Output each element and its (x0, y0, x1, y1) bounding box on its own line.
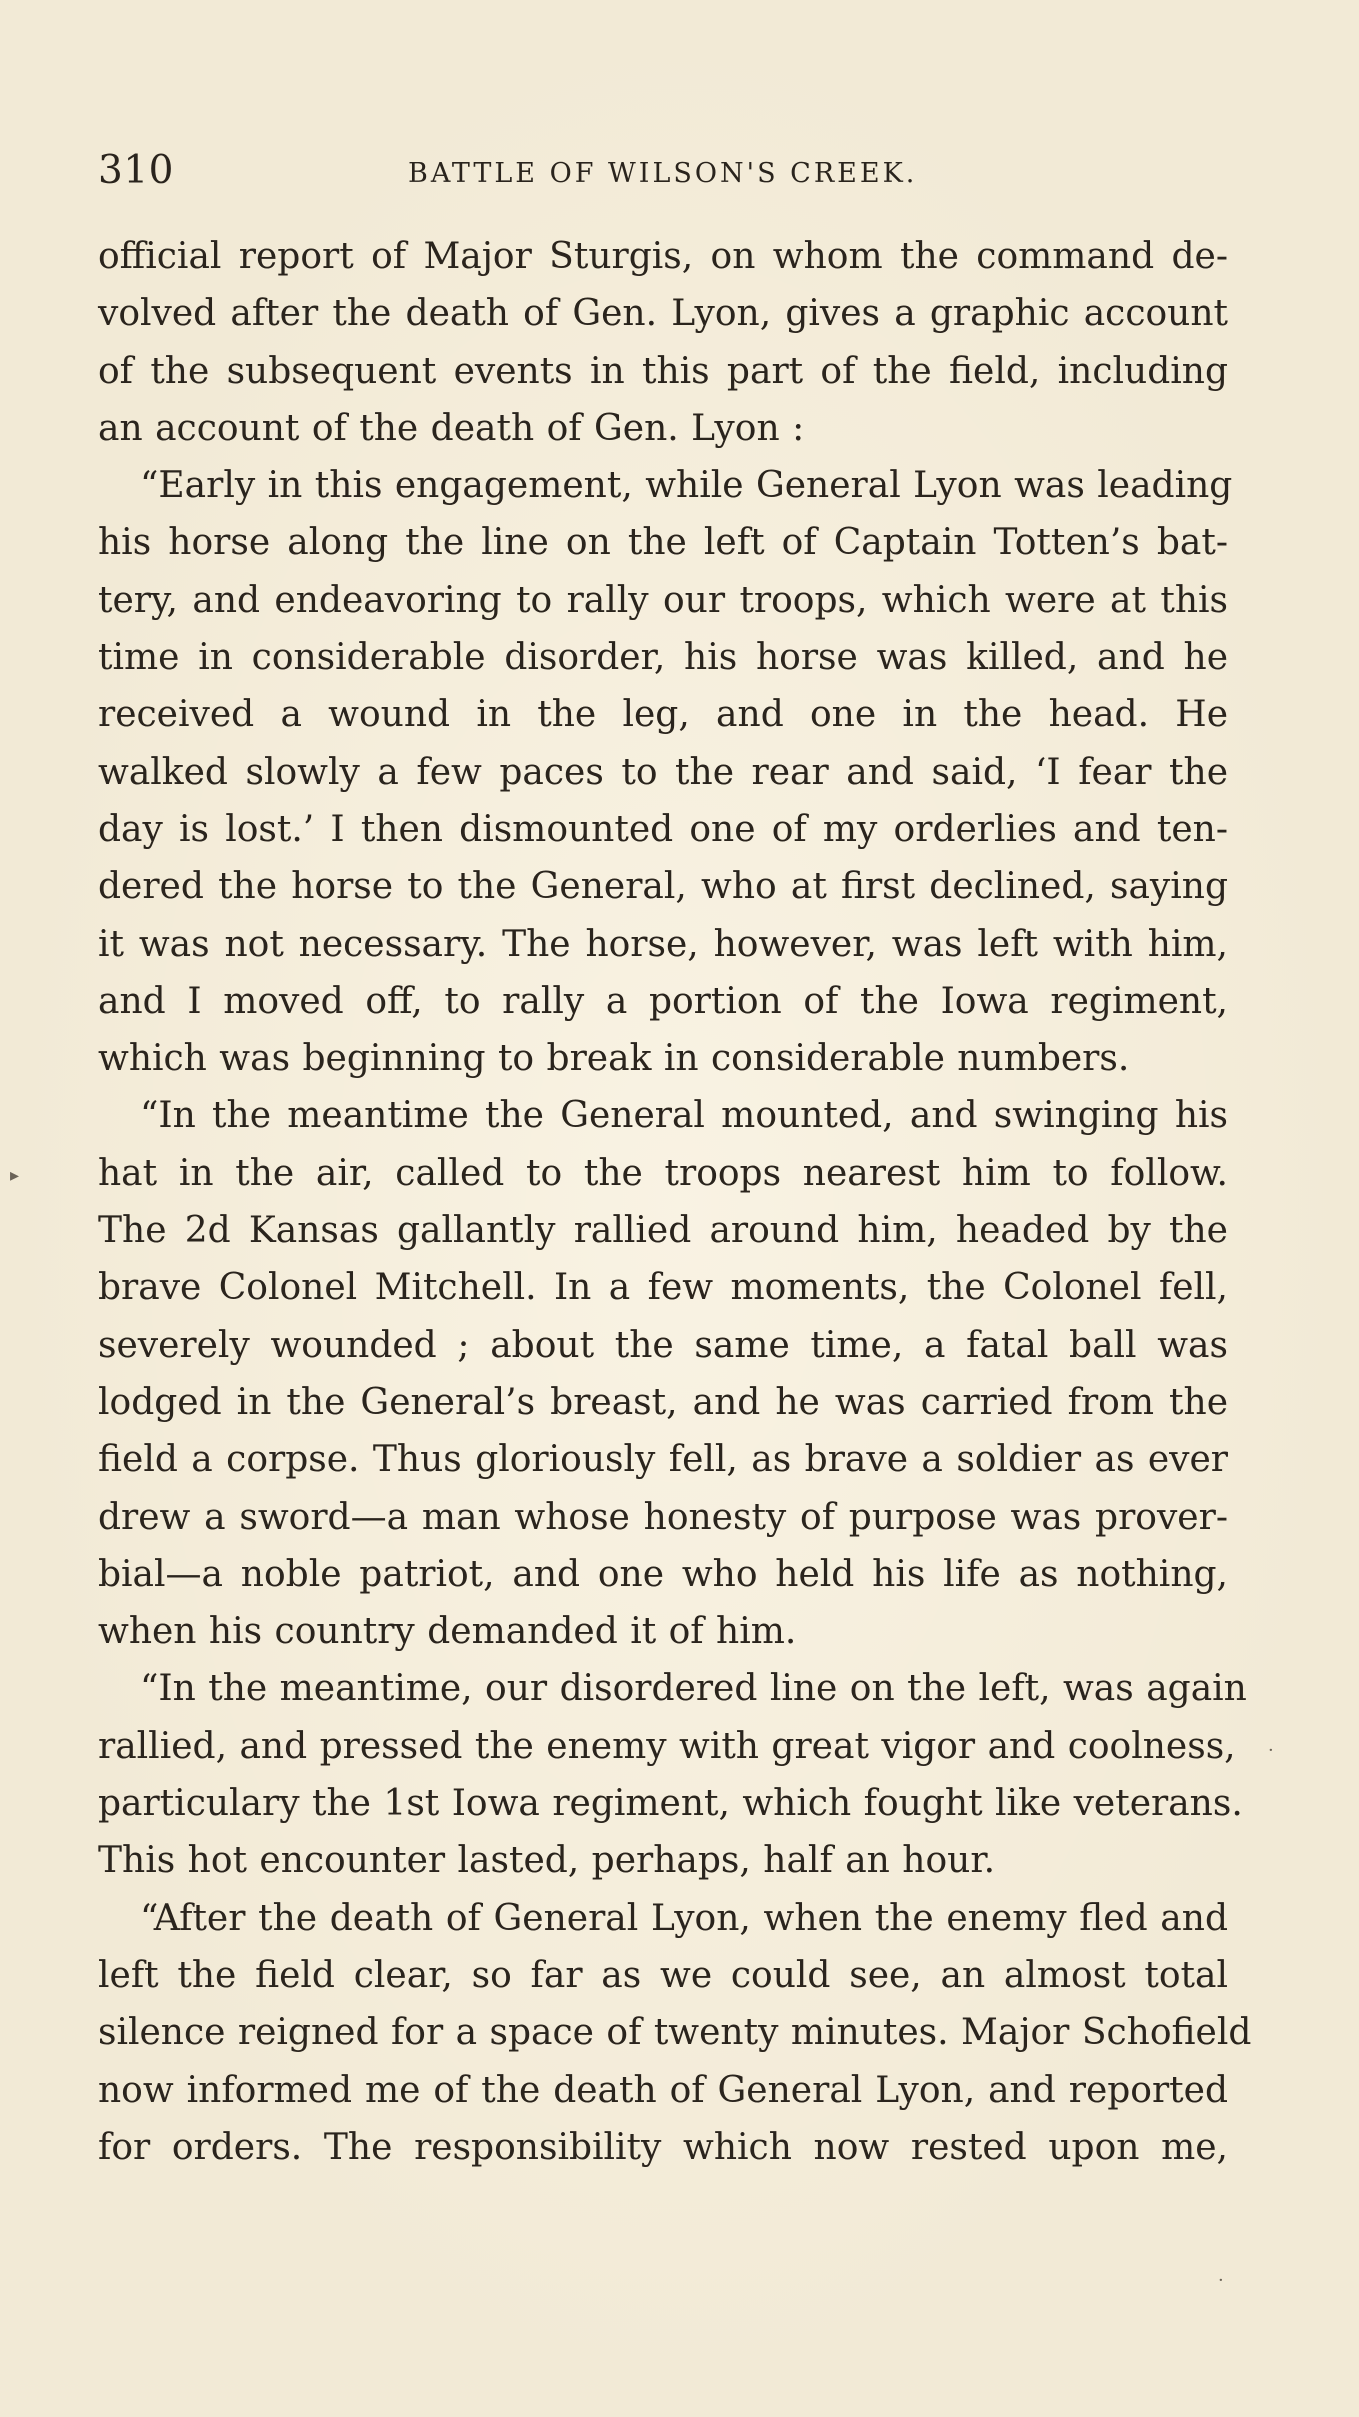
text-line: lodged in the General’s breast, and he was carried from the (98, 1381, 1228, 1423)
text-line: and I moved off, to rally a portion of the Iowa regiment, (98, 980, 1228, 1022)
text-line: left the field clear, so far as we could see, an almost total (98, 1954, 1228, 1996)
text-line: silence reigned for a space of twenty minutes. Major Schofield (98, 2012, 1252, 2054)
text-line: when his country demanded it of him. (98, 1611, 797, 1653)
text-line: drew a sword—a man whose honesty of purpose was prover- (98, 1496, 1228, 1538)
text-line: rallied, and pressed the enemy with great vigor and coolness, (98, 1725, 1236, 1767)
text-line: for orders. The responsibility which now rested upon me, (98, 2126, 1228, 2168)
text-line: time in considerable disorder, his horse was killed, and he (98, 637, 1228, 679)
text-line: This hot encounter lasted, perhaps, half an hour. (98, 1840, 996, 1882)
margin-speck: · (1218, 2270, 1224, 2291)
text-line: received a wound in the leg, and one in the head. He (98, 694, 1228, 736)
text-line: his horse along the line on the left of Captain Totten’s bat- (98, 522, 1228, 564)
margin-speck: · (1268, 1740, 1274, 1761)
page-header (98, 148, 1228, 194)
text-line: dered the horse to the General, who at first declined, saying (98, 866, 1228, 908)
text-line: tery, and endeavoring to rally our troops, which were at this (98, 579, 1228, 621)
text-line: hat in the air, called to the troops nearest him to follow. (98, 1152, 1228, 1194)
page-number: 310 (98, 148, 174, 193)
text-line: bial—a noble patriot, and one who held his life as nothing, (98, 1553, 1228, 1595)
text-line: an account of the death of Gen. Lyon : (98, 407, 805, 449)
text-line: walked slowly a few paces to the rear and said, ‘I fear the (98, 751, 1228, 793)
paragraph-start-line: “In the meantime the General mounted, and swinging his (140, 1095, 1228, 1137)
text-line: particulary the 1st Iowa regiment, which fought like veterans. (98, 1783, 1243, 1825)
paragraph-start-line: “Early in this engagement, while General Lyon was leading (140, 465, 1233, 507)
text-line: it was not necessary. The horse, however, was left with him, (98, 923, 1228, 965)
body-text (98, 228, 1252, 2176)
text-line: The 2d Kansas gallantly rallied around him, headed by the (98, 1210, 1228, 1252)
text-line: field a corpse. Thus gloriously fell, as brave a soldier as ever (98, 1439, 1228, 1481)
paragraph-start-line: “After the death of General Lyon, when the enemy fled and (140, 1897, 1228, 1939)
text-line: which was beginning to break in considerable numbers. (98, 1038, 1130, 1080)
text-line: brave Colonel Mitchell. In a few moments, the Colonel fell, (98, 1267, 1228, 1309)
text-line: official report of Major Sturgis, on whom the command de- (98, 236, 1228, 277)
text-line: now informed me of the death of General Lyon, and reported (98, 2069, 1228, 2111)
margin-speck: ▸ (10, 1165, 20, 1186)
running-title: BATTLE OF WILSON'S CREEK. (408, 158, 918, 189)
text-line: volved after the death of Gen. Lyon, gives a graphic account (98, 293, 1228, 335)
text-line: day is lost.’ I then dismounted one of my orderlies and ten- (98, 808, 1228, 850)
text-line: of the subsequent events in this part of the field, including (98, 350, 1228, 392)
paragraph-start-line: “In the meantime, our disordered line on the left, was again (140, 1668, 1247, 1710)
text-line: severely wounded ; about the same time, a fatal ball was (98, 1324, 1228, 1366)
